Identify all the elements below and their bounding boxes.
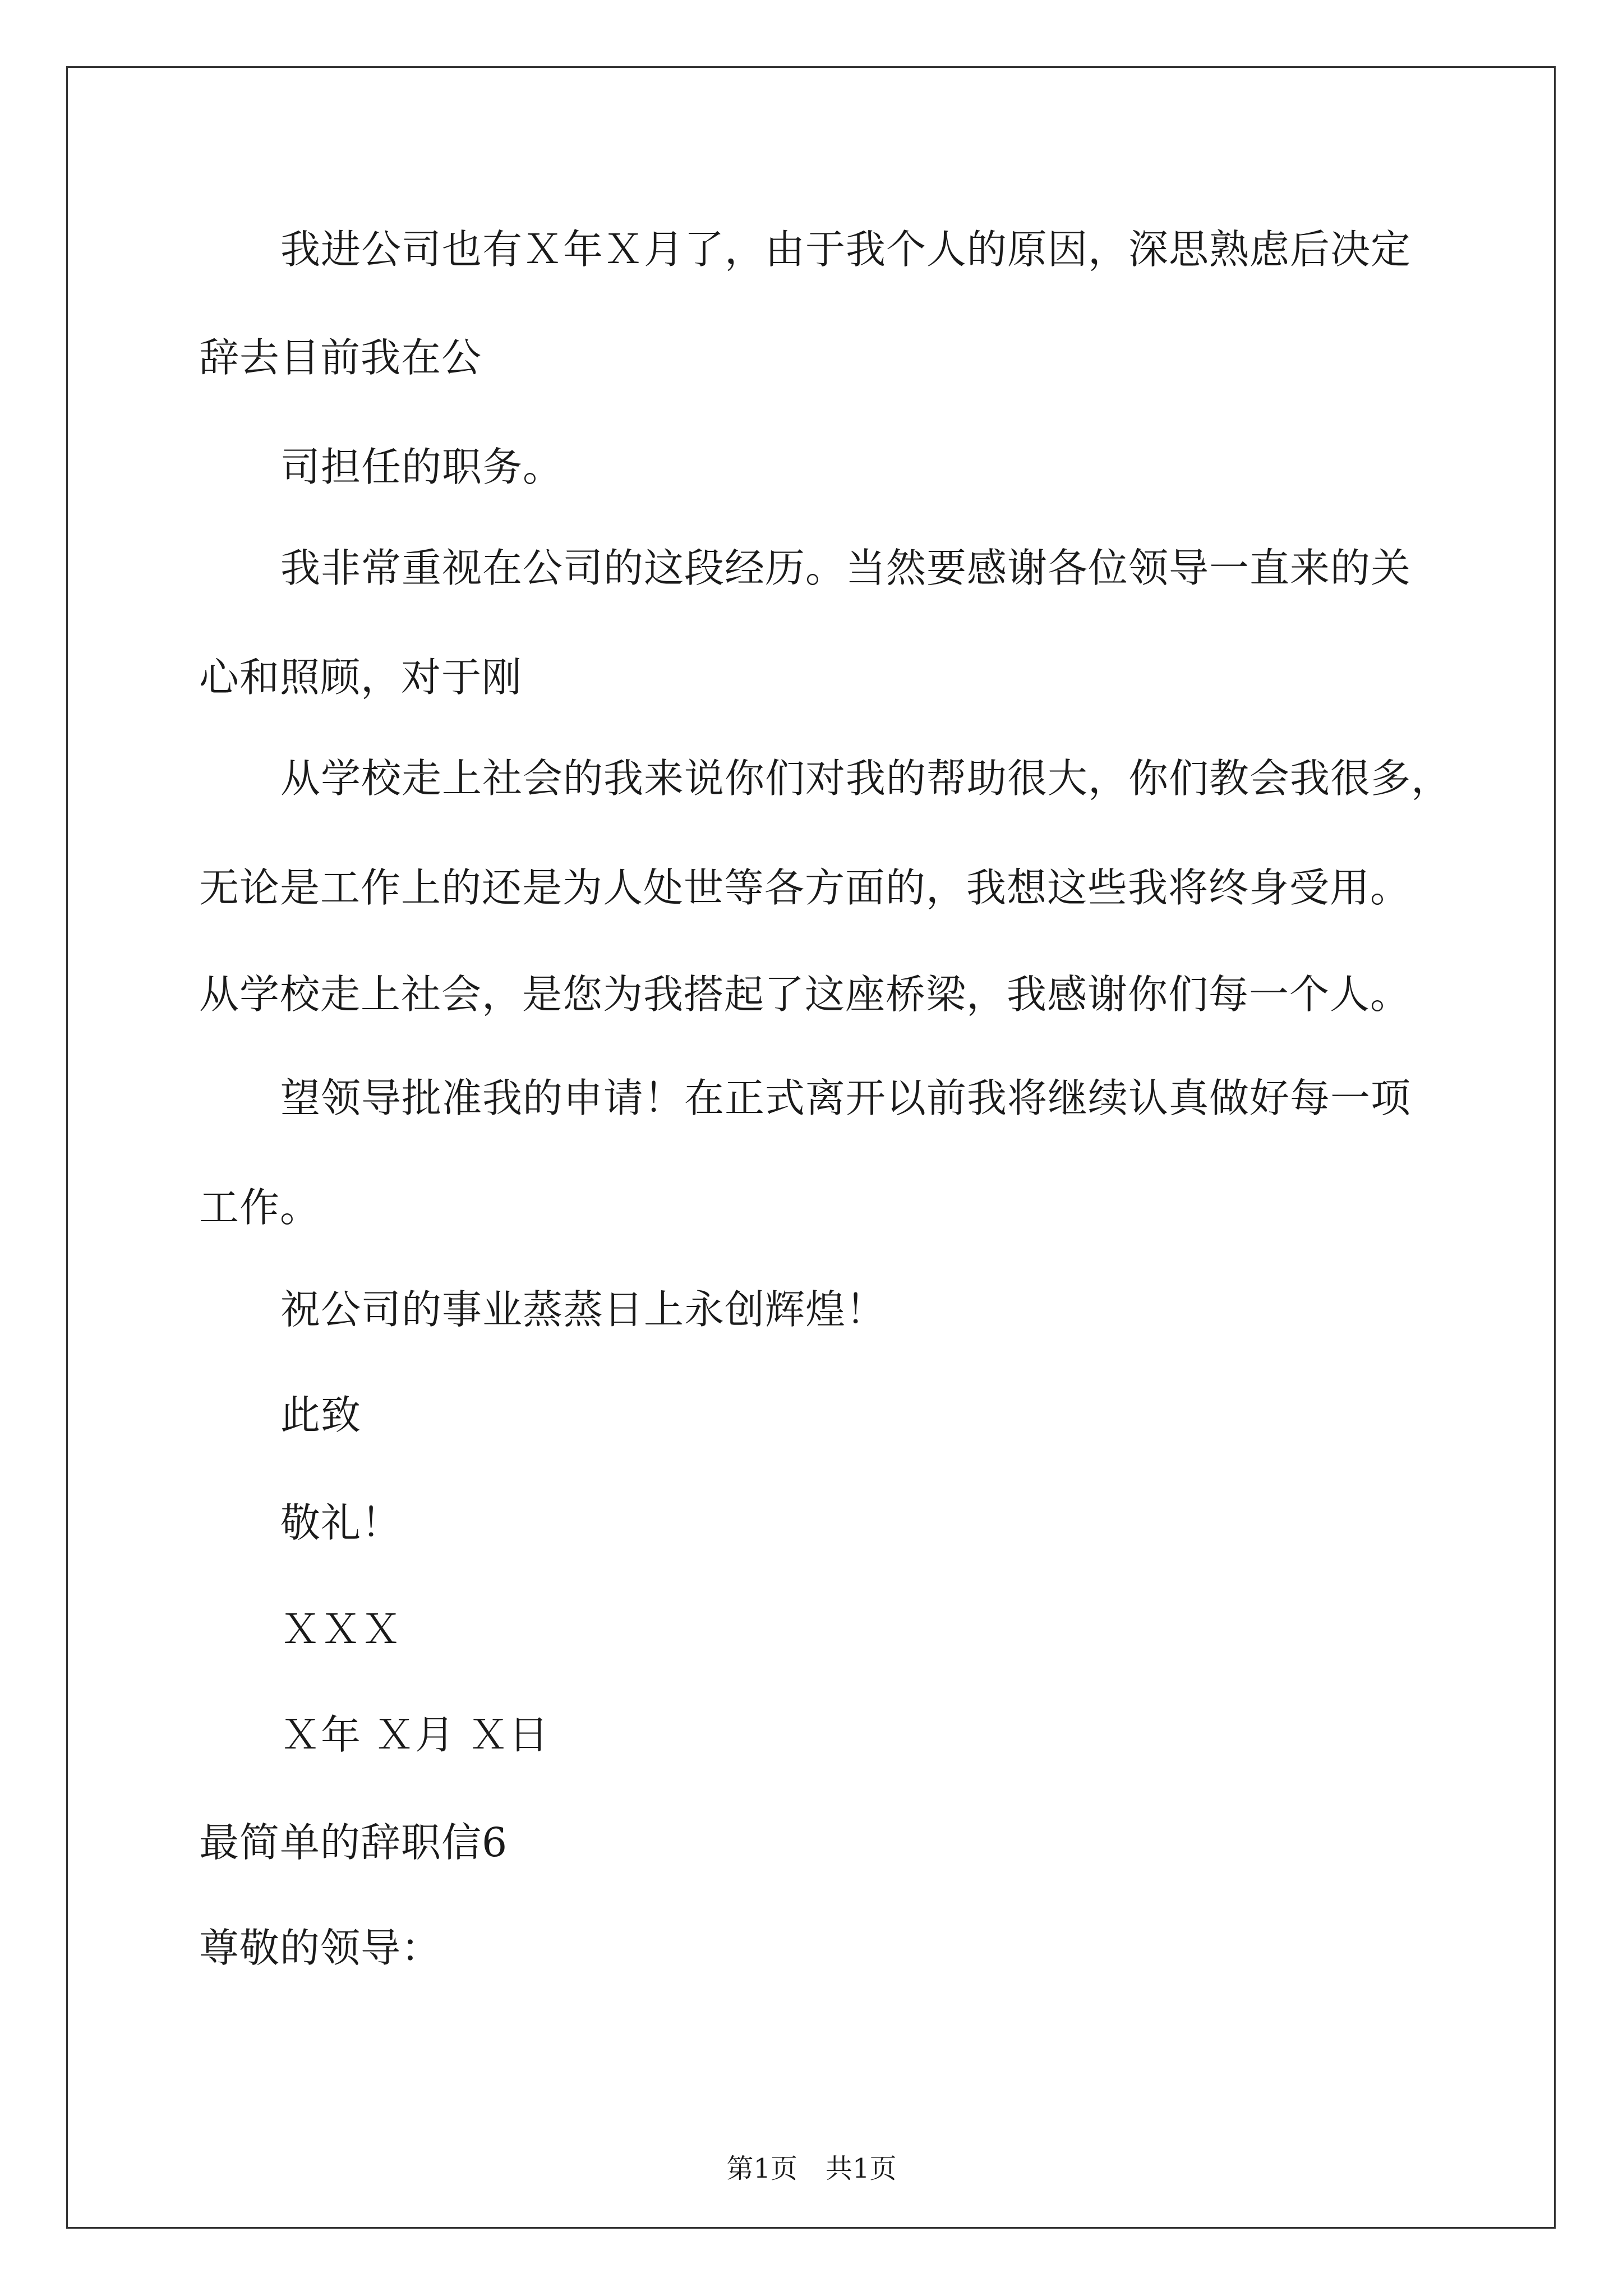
body-line: 祝公司的事业蒸蒸日上永创辉煌！ — [280, 1286, 887, 1333]
body-line: 望领导批准我的申请！在正式离开以前我将继续认真做好每一项 — [280, 1075, 1412, 1121]
page-border — [66, 66, 1556, 2229]
signature-name: ＸＸＸ — [280, 1606, 402, 1653]
body-line: 我非常重视在公司的这段经历。当然要感谢各位领导一直来的关 — [280, 545, 1412, 591]
body-line: 从学校走上社会的我来说你们对我的帮助很大，你们教会我很多， — [280, 755, 1452, 802]
body-line: 从学校走上社会，是您为我搭起了这座桥梁，我感谢你们每一个人。 — [199, 971, 1411, 1018]
page-total: 共1页 — [826, 2153, 897, 2184]
closing-salutation: 此致 — [280, 1392, 362, 1438]
greeting-line: 尊敬的领导： — [199, 1925, 442, 1971]
page-number: 第1页 — [726, 2153, 797, 2184]
section-heading: 最简单的辞职信6 — [199, 1819, 508, 1866]
body-line: 司担任的职务。 — [280, 444, 564, 490]
body-line: 工作。 — [199, 1184, 321, 1231]
page-footer — [0, 2152, 1623, 2185]
body-line: 心和照顾，对于刚 — [199, 654, 523, 701]
signature-date: Ｘ年 Ｘ月 Ｘ日 — [280, 1711, 550, 1758]
body-line: 我进公司也有Ｘ年Ｘ月了，由于我个人的原因，深思熟虑后决定 — [280, 226, 1412, 273]
closing-regards: 敬礼！ — [280, 1499, 402, 1546]
body-line: 辞去目前我在公 — [199, 334, 482, 381]
body-line: 无论是工作上的还是为人处世等各方面的，我想这些我将终身受用。 — [199, 864, 1411, 911]
